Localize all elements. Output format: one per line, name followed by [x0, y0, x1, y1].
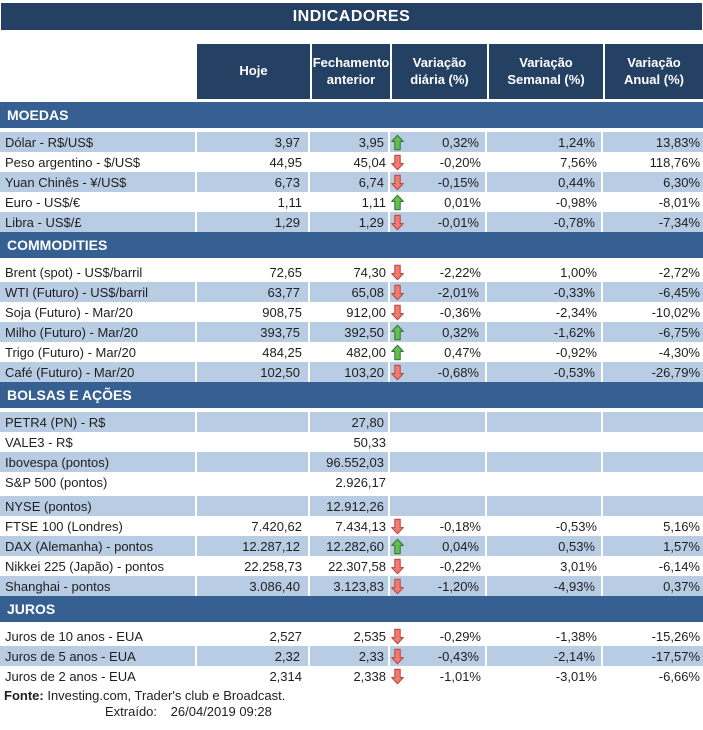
variacao-diaria-value: -0,68% — [437, 364, 479, 380]
cell-variacao-semanal: -1,62% — [487, 322, 603, 342]
table-row — [0, 172, 703, 192]
cell-hoje: 393,75 — [197, 322, 310, 342]
row-label: NYSE (pontos) — [0, 496, 197, 516]
cell-variacao-anual: -7,34% — [658, 214, 700, 230]
table-row — [0, 412, 703, 432]
cell-variacao-diaria — [390, 302, 487, 322]
cell-variacao-diaria — [390, 666, 487, 686]
down-arrow-icon — [391, 648, 406, 665]
variacao-diaria-value: 0,01% — [444, 194, 481, 210]
up-arrow-icon — [391, 134, 406, 151]
row-label: Brent (spot) - US$/barril — [5, 264, 143, 280]
cell-hoje: 3,97 — [197, 132, 310, 152]
footer — [0, 688, 703, 720]
row-label: Peso argentino - $/US$ — [5, 154, 141, 170]
row-label: WTI (Futuro) - US$/barril — [0, 282, 197, 302]
variacao-diaria-value: -0,29% — [439, 628, 481, 644]
cell-hoje: 44,95 — [269, 154, 302, 170]
cell-variacao-diaria — [390, 576, 487, 596]
row-label: Euro - US$/€ — [5, 194, 81, 210]
cell-variacao-semanal — [487, 412, 603, 432]
cell-fechamento-anterior: 22.307,58 — [328, 558, 386, 574]
table-row — [0, 362, 703, 382]
cell-fechamento-anterior: 482,00 — [346, 344, 386, 360]
extracted-timestamp: 26/04/2019 09:28 — [170, 704, 272, 719]
cell-variacao-anual: -10,02% — [651, 304, 700, 320]
cell-variacao-semanal — [487, 432, 603, 452]
source-label: Fonte: — [4, 688, 44, 703]
cell-variacao-semanal: -3,01% — [555, 668, 597, 684]
down-arrow-icon — [391, 578, 406, 595]
table-row — [0, 192, 703, 212]
cell-fechamento-anterior: 392,50 — [310, 322, 390, 342]
cell-hoje — [197, 452, 310, 472]
cell-hoje: 102,50 — [197, 362, 310, 382]
row-label: PETR4 (PN) - R$ — [0, 412, 197, 432]
cell-variacao-anual: -8,01% — [658, 194, 700, 210]
row-label: Nikkei 225 (Japão) - pontos — [5, 558, 164, 574]
cell-fechamento-anterior: 50,33 — [353, 434, 386, 450]
extracted-label: Extraído: — [105, 704, 158, 719]
cell-fechamento-anterior: 1,11 — [361, 194, 386, 210]
column-header-variacao-anual: Variação Anual (%) — [603, 44, 703, 99]
cell-variacao-semanal — [487, 472, 603, 492]
cell-variacao-anual: 118,76% — [649, 154, 700, 170]
down-arrow-icon — [391, 304, 406, 321]
variacao-diaria-value: 0,04% — [442, 538, 479, 554]
cell-variacao-diaria — [390, 496, 487, 516]
section-header-commodities: COMMODITIES — [0, 232, 703, 258]
table-row — [0, 432, 703, 452]
cell-fechamento-anterior: 65,08 — [310, 282, 390, 302]
cell-hoje: 908,75 — [262, 304, 302, 320]
up-arrow-icon — [391, 324, 406, 341]
cell-hoje: 72,65 — [269, 264, 302, 280]
section-header-juros: JUROS — [0, 596, 703, 622]
variacao-diaria-value: -0,36% — [439, 304, 481, 320]
table-row — [0, 342, 703, 362]
cell-fechamento-anterior: 12.282,60 — [310, 536, 390, 556]
cell-variacao-semanal: -0,98% — [555, 194, 597, 210]
cell-variacao-diaria — [390, 626, 487, 646]
cell-variacao-diaria — [390, 556, 487, 576]
cell-variacao-semanal: -0,33% — [487, 282, 603, 302]
cell-variacao-anual: -6,14% — [658, 558, 700, 574]
cell-hoje: 2,527 — [269, 628, 302, 644]
down-arrow-icon — [391, 518, 406, 535]
cell-variacao-anual: -17,57% — [651, 648, 700, 664]
row-label: Soja (Futuro) - Mar/20 — [5, 304, 133, 320]
variacao-diaria-value: 0,32% — [442, 134, 479, 150]
cell-variacao-anual: 6,30% — [663, 174, 700, 190]
table-row — [0, 646, 703, 666]
cell-variacao-semanal: 7,56% — [560, 154, 597, 170]
cell-variacao-diaria — [390, 452, 487, 472]
cell-fechamento-anterior: 2,33 — [310, 646, 390, 666]
cell-fechamento-anterior: 912,00 — [346, 304, 386, 320]
down-arrow-icon — [391, 668, 406, 685]
cell-variacao-diaria — [390, 646, 487, 666]
cell-fechamento-anterior: 1,29 — [310, 212, 390, 232]
table-row — [0, 666, 703, 686]
down-arrow-icon — [391, 364, 406, 381]
cell-hoje — [197, 412, 310, 432]
variacao-diaria-value: -2,22% — [439, 264, 481, 280]
variacao-diaria-value: -0,43% — [437, 648, 479, 664]
row-label: DAX (Alemanha) - pontos — [0, 536, 197, 556]
variacao-diaria-value: -0,15% — [437, 174, 479, 190]
cell-fechamento-anterior: 74,30 — [353, 264, 386, 280]
cell-hoje: 1,29 — [197, 212, 310, 232]
cell-variacao-diaria — [390, 516, 487, 536]
cell-variacao-diaria — [390, 412, 487, 432]
cell-variacao-diaria — [390, 172, 487, 192]
cell-fechamento-anterior: 3,95 — [310, 132, 390, 152]
cell-variacao-diaria — [390, 432, 487, 452]
cell-fechamento-anterior: 45,04 — [353, 154, 386, 170]
cell-hoje: 6,73 — [197, 172, 310, 192]
cell-variacao-diaria — [390, 212, 487, 232]
cell-variacao-anual — [603, 472, 703, 492]
column-header-hoje: Hoje — [197, 44, 310, 99]
cell-variacao-diaria — [390, 262, 487, 282]
variacao-diaria-value: 0,32% — [442, 324, 479, 340]
cell-variacao-anual: -6,45% — [658, 284, 700, 300]
row-label: VALE3 - R$ — [5, 434, 73, 450]
cell-hoje: 1,11 — [277, 194, 302, 210]
row-label: Juros de 10 anos - EUA — [5, 628, 144, 644]
cell-variacao-anual: -6,66% — [658, 668, 700, 684]
cell-variacao-anual: 5,16% — [663, 518, 700, 534]
cell-variacao-diaria — [390, 192, 487, 212]
cell-variacao-anual: 1,57% — [663, 538, 700, 554]
extracted-line — [0, 704, 703, 720]
column-header-fechamento-anterior: Fechamento anterior — [310, 44, 390, 99]
cell-variacao-diaria — [390, 282, 487, 302]
row-label: S&P 500 (pontos) — [5, 474, 108, 490]
column-header-variacao-semanal: Variação Semanal (%) — [487, 44, 603, 99]
cell-variacao-semanal: -0,53% — [555, 518, 597, 534]
cell-variacao-diaria — [390, 132, 487, 152]
cell-variacao-anual: -26,79% — [651, 364, 700, 380]
cell-variacao-diaria — [390, 536, 487, 556]
cell-variacao-semanal — [487, 496, 603, 516]
cell-variacao-semanal: 0,53% — [487, 536, 603, 556]
table-row — [0, 496, 703, 516]
variacao-diaria-value: -2,01% — [437, 284, 479, 300]
variacao-diaria-value: -1,01% — [439, 668, 481, 684]
cell-fechamento-anterior: 7.434,13 — [335, 518, 386, 534]
row-label: Dólar - R$/US$ — [0, 132, 197, 152]
variacao-diaria-value: -0,20% — [439, 154, 481, 170]
cell-hoje — [197, 496, 310, 516]
row-label: Juros de 5 anos - EUA — [0, 646, 197, 666]
cell-variacao-semanal: 1,24% — [487, 132, 603, 152]
cell-hoje: 22.258,73 — [244, 558, 302, 574]
cell-hoje: 2,32 — [197, 646, 310, 666]
cell-variacao-diaria — [390, 342, 487, 362]
table-row — [0, 516, 703, 536]
table-row — [0, 626, 703, 646]
cell-variacao-semanal: -0,78% — [487, 212, 603, 232]
cell-hoje: 7.420,62 — [251, 518, 302, 534]
cell-variacao-semanal: -0,53% — [487, 362, 603, 382]
down-arrow-icon — [391, 284, 406, 301]
variacao-diaria-value: 0,47% — [444, 344, 481, 360]
table-row — [0, 262, 703, 282]
table-row — [0, 452, 703, 472]
cell-variacao-semanal: -4,93% — [487, 576, 603, 596]
row-label: Juros de 2 anos - EUA — [5, 668, 136, 684]
cell-hoje: 484,25 — [262, 344, 302, 360]
cell-fechamento-anterior: 3.123,83 — [310, 576, 390, 596]
cell-fechamento-anterior: 2,338 — [353, 668, 386, 684]
cell-variacao-anual — [603, 412, 703, 432]
cell-fechamento-anterior: 96.552,03 — [310, 452, 390, 472]
cell-variacao-anual: -2,72% — [658, 264, 700, 280]
cell-hoje: 3.086,40 — [197, 576, 310, 596]
down-arrow-icon — [391, 154, 406, 171]
cell-hoje — [197, 472, 310, 492]
cell-fechamento-anterior: 6,74 — [310, 172, 390, 192]
section-header-bolsas-e-acoes: BOLSAS E AÇÕES — [0, 382, 703, 408]
cell-fechamento-anterior: 103,20 — [310, 362, 390, 382]
table-row — [0, 302, 703, 322]
section-header-moedas: MOEDAS — [0, 102, 703, 128]
cell-variacao-semanal: -2,14% — [487, 646, 603, 666]
cell-variacao-diaria — [390, 322, 487, 342]
row-label: Milho (Futuro) - Mar/20 — [0, 322, 197, 342]
cell-variacao-anual: -6,75% — [658, 324, 700, 340]
down-arrow-icon — [391, 214, 406, 231]
cell-variacao-anual: -4,30% — [658, 344, 700, 360]
down-arrow-icon — [391, 174, 406, 191]
cell-variacao-diaria — [390, 152, 487, 172]
row-label: Trigo (Futuro) - Mar/20 — [5, 344, 136, 360]
variacao-diaria-value: -0,22% — [439, 558, 481, 574]
down-arrow-icon — [391, 558, 406, 575]
cell-variacao-anual — [603, 432, 703, 452]
indicators-sheet — [0, 3, 703, 720]
cell-variacao-semanal: 1,00% — [560, 264, 597, 280]
table-row — [0, 282, 703, 302]
row-label: Yuan Chinês - ¥/US$ — [0, 172, 197, 192]
row-label: Café (Futuro) - Mar/20 — [0, 362, 197, 382]
cell-fechamento-anterior: 27,80 — [310, 412, 390, 432]
page-title: INDICADORES — [1, 3, 702, 30]
up-arrow-icon — [391, 344, 406, 361]
cell-variacao-semanal: -0,92% — [555, 344, 597, 360]
table-row — [0, 212, 703, 232]
cell-hoje: 2,314 — [269, 668, 302, 684]
row-label: Ibovespa (pontos) — [0, 452, 197, 472]
cell-variacao-anual: 13,83% — [655, 134, 700, 150]
up-arrow-icon — [391, 538, 406, 555]
down-arrow-icon — [391, 264, 406, 281]
cell-variacao-diaria — [390, 472, 487, 492]
cell-variacao-semanal — [487, 452, 603, 472]
cell-fechamento-anterior: 2.926,17 — [335, 474, 386, 490]
cell-variacao-anual: 0,37% — [663, 578, 700, 594]
variacao-diaria-value: -0,01% — [437, 214, 479, 230]
table-row — [0, 536, 703, 556]
cell-fechamento-anterior: 2,535 — [353, 628, 386, 644]
table-body — [0, 102, 703, 686]
table-row — [0, 472, 703, 492]
cell-variacao-semanal: 3,01% — [560, 558, 597, 574]
column-header-variacao-diaria: Variação diária (%) — [390, 44, 487, 99]
table-row — [0, 576, 703, 596]
up-arrow-icon — [391, 194, 406, 211]
source-line — [0, 688, 703, 704]
header-corner-blank — [0, 44, 197, 99]
cell-variacao-semanal: 0,44% — [487, 172, 603, 192]
cell-variacao-semanal: -1,38% — [555, 628, 597, 644]
table-row — [0, 152, 703, 172]
variacao-diaria-value: -1,20% — [437, 578, 479, 594]
row-label: Shanghai - pontos — [0, 576, 197, 596]
cell-fechamento-anterior: 12.912,26 — [310, 496, 390, 516]
cell-hoje: 12.287,12 — [197, 536, 310, 556]
cell-variacao-anual — [603, 452, 703, 472]
row-label: Libra - US$/£ — [0, 212, 197, 232]
table-row — [0, 556, 703, 576]
down-arrow-icon — [391, 628, 406, 645]
cell-variacao-semanal: -2,34% — [555, 304, 597, 320]
cell-variacao-anual: -15,26% — [651, 628, 700, 644]
table-row — [0, 132, 703, 152]
source-text: Investing.com, Trader's club e Broadcast. — [47, 688, 286, 703]
variacao-diaria-value: -0,18% — [439, 518, 481, 534]
row-label: FTSE 100 (Londres) — [5, 518, 123, 534]
cell-hoje — [197, 432, 310, 452]
cell-variacao-anual — [603, 496, 703, 516]
cell-hoje: 63,77 — [197, 282, 310, 302]
table-row — [0, 322, 703, 342]
cell-variacao-diaria — [390, 362, 487, 382]
table-header — [0, 44, 703, 99]
